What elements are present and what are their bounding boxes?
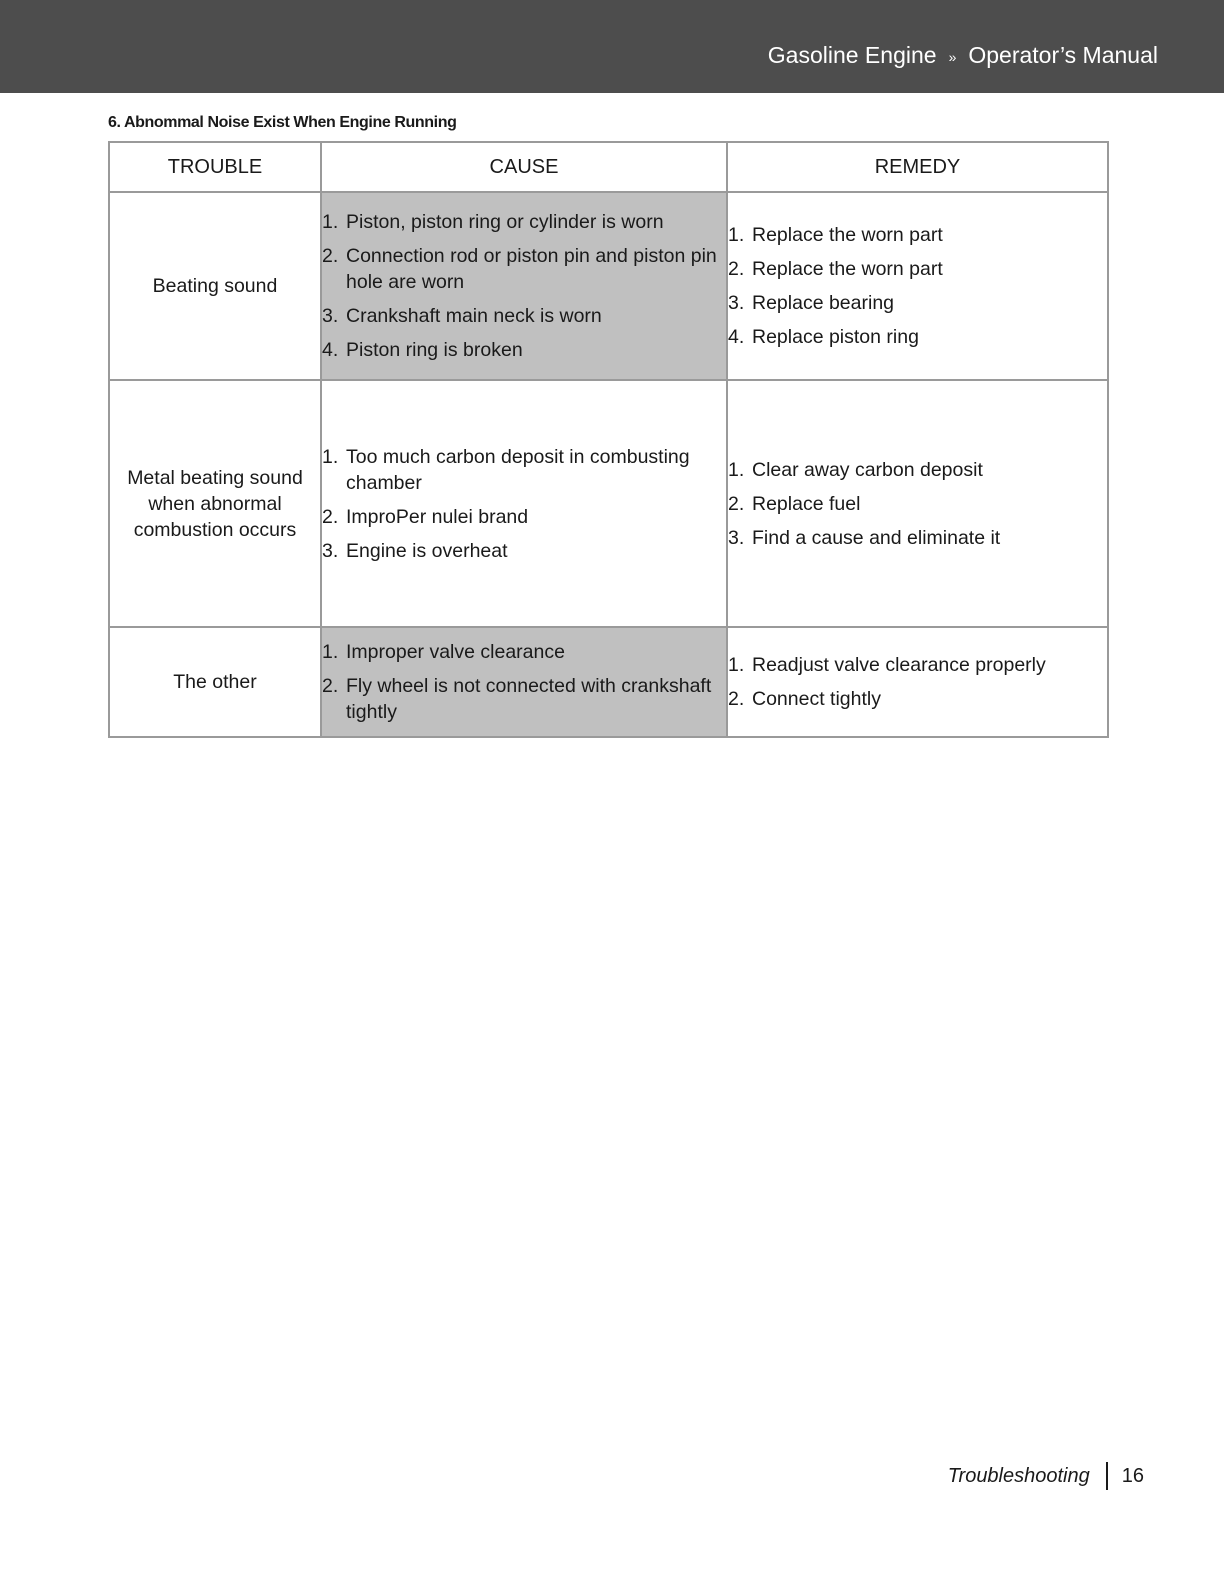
table-row (109, 627, 1108, 737)
cause-item: 2. ImproPer nulei brand (322, 505, 529, 528)
footer-section: Troubleshooting (947, 1464, 1090, 1487)
remedy-item: 3. Find a cause and eliminate it (728, 526, 1001, 549)
trouble-cell: Metal beating sound when abnormal combustion occurs (109, 380, 321, 627)
cause-cell (321, 627, 727, 737)
cause-item: 2. Fly wheel is not connected with crankshaft tightly (322, 675, 712, 723)
remedy-cell (727, 192, 1108, 380)
header-bar (0, 0, 1224, 93)
cause-item: 3. Engine is overheat (322, 539, 508, 562)
cause-item: 1. Too much carbon deposit in combusting chamber (322, 445, 690, 494)
cause-item: 3. Crankshaft main neck is worn (322, 305, 602, 327)
trouble-cell: Beating sound (109, 192, 321, 380)
remedy-item: 1. Clear away carbon deposit (728, 458, 983, 481)
remedy-item: 3. Replace bearing (728, 292, 895, 314)
section-title: 6. Abnommal Noise Exist When Engine Running (108, 114, 457, 131)
remedy-list (728, 457, 1107, 551)
remedy-list (728, 222, 1107, 350)
table-header-row (109, 142, 1108, 192)
trouble-cell: The other (109, 627, 321, 737)
header-separator: » (948, 48, 957, 65)
cause-list (322, 209, 726, 363)
remedy-list (728, 652, 1107, 712)
cause-list (322, 444, 726, 564)
footer-divider (1106, 1462, 1108, 1490)
remedy-cell (727, 627, 1108, 737)
cause-item: 1. Piston, piston ring or cylinder is worn (322, 211, 664, 233)
remedy-item: 1. Replace the worn part (728, 224, 943, 246)
page-number: 16 (1121, 1464, 1144, 1487)
cause-list (322, 639, 726, 725)
remedy-item: 2. Connect tightly (728, 688, 881, 710)
header-cause: CAUSE (321, 142, 727, 192)
cause-item: 4. Piston ring is broken (322, 339, 523, 361)
remedy-item: 2. Replace fuel (728, 492, 861, 515)
table-row (109, 192, 1108, 380)
remedy-item: 2. Replace the worn part (728, 258, 943, 280)
remedy-item: 4. Replace piston ring (728, 326, 919, 348)
cause-item: 1. Improper valve clearance (322, 641, 565, 663)
cause-cell (321, 192, 727, 380)
header-manual: Operator’s Manual (968, 42, 1158, 68)
table-row (109, 380, 1108, 627)
header-title (768, 42, 1158, 69)
header-product: Gasoline Engine (767, 42, 937, 68)
page-footer (948, 1462, 1144, 1490)
header-remedy: REMEDY (727, 142, 1108, 192)
header-trouble: TROUBLE (109, 142, 321, 192)
troubleshooting-table (108, 141, 1109, 738)
cause-item: 2. Connection rod or piston pin and piston pin hole are worn (322, 245, 717, 293)
cause-cell (321, 380, 727, 627)
remedy-cell (727, 380, 1108, 627)
remedy-item: 1. Readjust valve clearance properly (728, 654, 1046, 676)
